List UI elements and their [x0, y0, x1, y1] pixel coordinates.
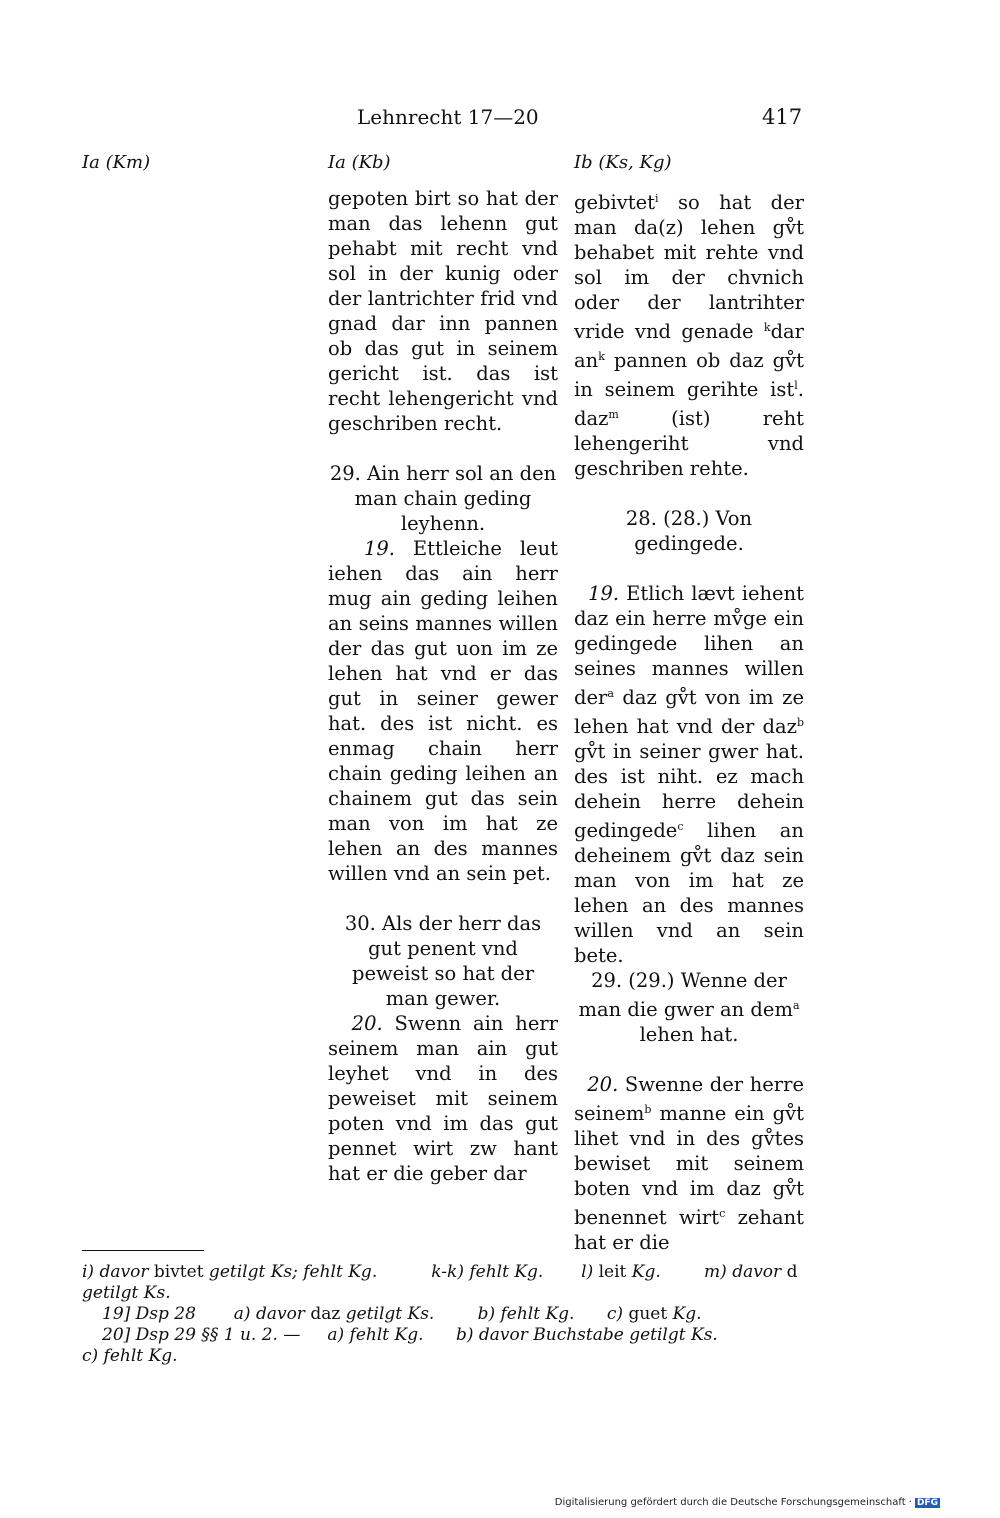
section-number-19: 19.: [588, 582, 620, 605]
footnote-marker: i: [654, 192, 659, 205]
footnotes: [82, 1262, 808, 1367]
section-heading-29: 29. Ain herr sol an den man chain geding leyhenn.: [329, 462, 557, 535]
footnote-marker: k: [598, 350, 605, 363]
paragraph-19: 19. Etlich lævt iehent daz ein herre mv̊ge ein gedingede lihen an seines mannes willen der$^a$ daz gv̊t von im ze lehen hat vnd der daz$^b$ gv̊t in seiner gwer hat. des ist niht. ez mach dehein herre dehein gedingede$^c$ lihen an deheinem gv̊t daz sein man von im hat ze lehen an des mannes willen vnd an sein bete.: [574, 582, 804, 967]
footnote-marker: b: [644, 1103, 652, 1116]
footnote-line: c) fehlt Kg.: [82, 1346, 178, 1366]
footnote-line: i) davor bivtet getilgt Ks; fehlt Kg. k-k) fehlt Kg. l) leit Kg. m) davor d getilgt Ks.: [82, 1262, 798, 1303]
footnote-line: 19] Dsp 28 a) davor daz getilgt Ks. b) fehlt Kg. c) guet Kg.: [102, 1304, 702, 1324]
page-number: 417: [762, 105, 803, 129]
section-number-19: 19.: [363, 537, 395, 560]
footnote-marker: l: [794, 379, 798, 392]
footnote-marker: c: [677, 820, 684, 833]
column-heading-kb: Ia (Kb): [328, 152, 391, 173]
footnote-marker: b: [796, 716, 804, 729]
footnote-line: 20] Dsp 29 §§ 1 u. 2. — a) fehlt Kg. b) davor Buchstabe getilgt Ks.: [102, 1325, 718, 1345]
footnote-rule: [82, 1250, 204, 1251]
paragraph-20: 20. Swenn ain herr seinem man ain gut leyhet vnd in des peweiset mit seinem poten vnd im das gut pennet wirt zw hant hat er die geber dar: [328, 1012, 559, 1185]
digitization-credit: Digitalisierung gefördert durch die Deutsche Forschungsgemeinschaft · DFG: [554, 1497, 938, 1508]
paragraph-continuation: gebivtet$^i$ so hat der man da(z) lehen gv̊t behabet mit rehte vnd sol im der chvnich oder der lantrihter vride vnd genade $^k$dar $an^k$ pannen ob daz gv̊t in seinem gerihte ist$^l$. daz$^m$ (ist) reht lehengeriht vnd geschriben rehte.: [574, 191, 804, 480]
section-heading-29: 29. (29.) Wenne der man die gwer an dem$^a$ lehen hat.: [578, 969, 800, 1046]
footnote-marker: c: [719, 1207, 726, 1220]
section-number-20: 20.: [351, 1012, 383, 1035]
footnote-marker: m: [608, 408, 619, 421]
section-heading-30: 30. Als der herr das gut penent vnd peweist so hat der man gewer.: [344, 912, 542, 1010]
paragraph-continuation: gepoten birt so hat der man das lehenn gut pehabt mit recht vnd sol in der kunig oder der lantrichter frid vnd gnad dar inn pannen ob das gut in seinem gericht ist. das ist recht lehengericht vnd geschriben recht.: [328, 187, 558, 435]
column-kb-text: [328, 186, 558, 1186]
column-ks-kg-text: [574, 186, 804, 1255]
section-heading-28: 28. (28.) Von gedingede.: [625, 507, 753, 555]
footnote-marker: k: [763, 321, 771, 334]
paragraph-19: 19. Ettleiche leut iehen das ain herr mug ain geding leihen an seins mannes willen der das gut uon im ze lehen hat vnd er das gut in seiner gewer hat. des ist nicht. es enmag chain herr chain geding leihen an chainem gut das sein man von im hat ze lehen an des mannes willen vnd an sein pet.: [328, 537, 558, 885]
footnote-marker: a: [607, 687, 614, 700]
section-number-20: 20.: [587, 1073, 619, 1096]
footnote-marker: a: [792, 999, 800, 1012]
running-title: Lehnrecht 17—20: [357, 105, 539, 129]
column-heading-ks-kg: Ib (Ks, Kg): [574, 152, 672, 173]
dfg-logo-icon: DFG: [916, 1498, 938, 1508]
paragraph-20: 20. Swenne der herre seinem$^b$ manne ein gv̊t lihet vnd in des gv̊tes bewiset mit seinem boten vnd im daz gv̊t benennet wirt$^c$ zehant hat er die: [574, 1073, 805, 1254]
column-heading-km: Ia (Km): [82, 152, 151, 173]
